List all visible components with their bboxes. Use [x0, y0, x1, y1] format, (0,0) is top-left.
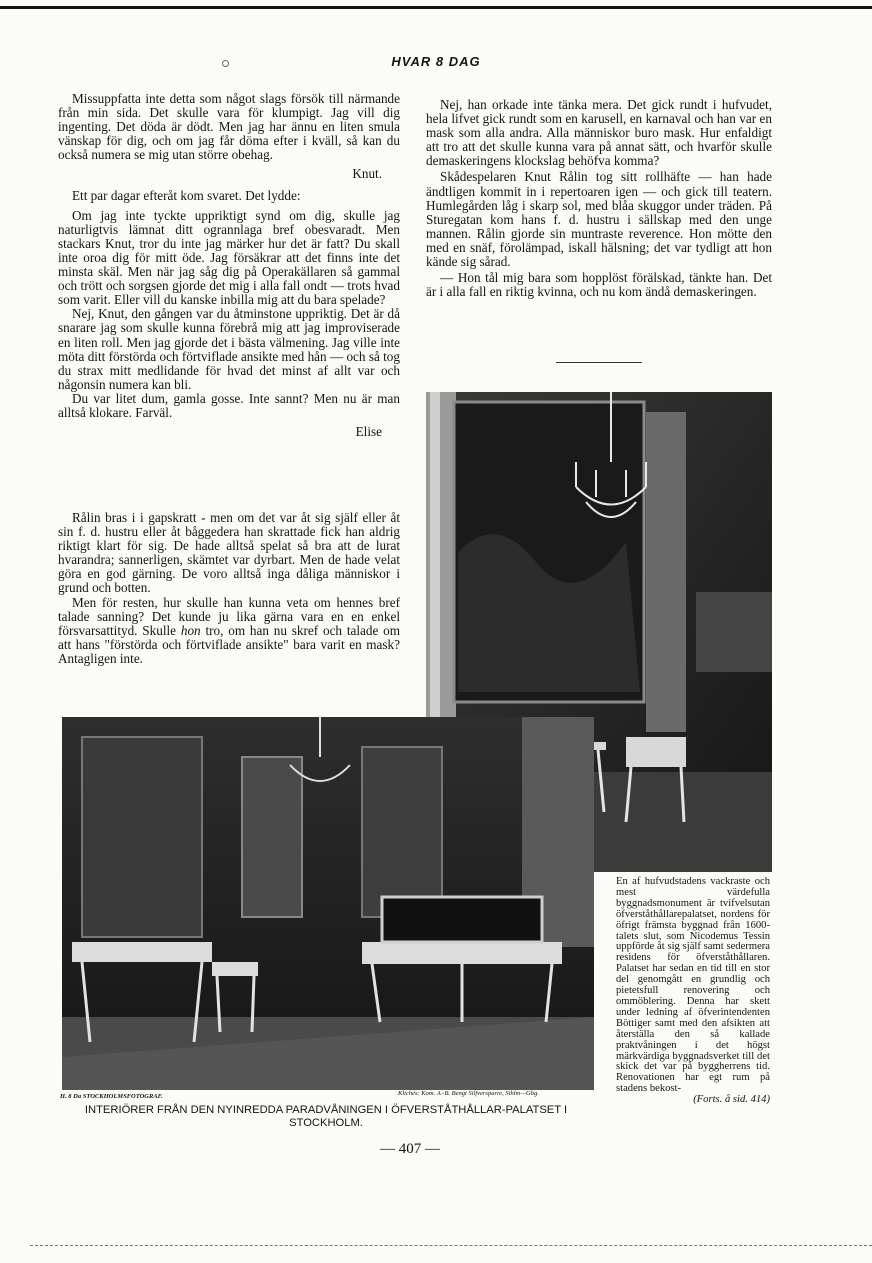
paragraph: Nej, han orkade inte tänka mera. Det gick rundt i hufvudet, hela lifvet gick rundt som en karusell, en karnaval och han var en mask som alla andra. Alla människor buro mask. Hur enfaldigt att tro att det skulle kunna vara på annat sätt, och hvarför skulle demaskeringens klockslag behöfva komma? — [426, 97, 772, 169]
page-number: — 407 — — [380, 1141, 440, 1157]
text-run: tro, om han nu skref och talade om att hans "förstörda och förtviflade ansikte" bara varit en mask? Antagligen inte. — [58, 622, 400, 666]
paragraph: Ett par dagar efteråt kom svaret. Det lydde: — [72, 187, 301, 203]
photo-credit-right: Klichés: Kom. A.-B. Bengt Silfversparre, Sthlm—Gbg. — [398, 1090, 539, 1097]
paragraph: Skådespelaren Knut Rålin tog sitt rollhäfte — han hade ändtligen kommit in i repertoaren igen — och gick till teatern. Humlegården låg i skarp sol, med blåa skuggor under träden. På Sturegatan kom hans f. d. hustru i sällskap med den unge mannen. Rålin gjorde sin muntraste reverence. Hon mötte den med en snäf, förolämpad, iskall hälsning; det var tydligt att hon kände sig sårad. — [426, 169, 772, 270]
paragraph — [58, 596, 400, 666]
side-caption-text: En af hufvudstadens vackraste och mest värdefulla byggnadsmonument är tvifvelsutan öfverståthållarepalatset, nordens för öfrigt främsta byggnad från 1600-talets slut, som Nicodemus Tessin uppförde åt sig själf samt sedermera residens för öfverståthållaren. Palatset har sedan en tid till en stor del genomgått en grundlig och pietetsfull renovering och ommöblering. Denna har skett under ledning af öfverintendenten Böttiger samt med den afsikten att återställa den så kallade praktvåningen i det högst märkvärdiga byggnadsverket till det skick det var på byggherrens tid. Renovationen har egt rum på stadens bekost- — [616, 876, 770, 1095]
signature-elise: Elise — [355, 424, 382, 440]
photo-credit-left: H. 8 Da STOCKHOLMSFOTOGRAF. — [60, 1093, 163, 1100]
paragraph: Nej, Knut, den gången var du åtminstone uppriktig. Det är då snarare jag som skulle kunna förebrå mig att jag improviserade en liten roll. Men jag gjorde det i bästa välmening. Jag ville inte möta ditt förstörda och förtviflade ansikte med hån — och så tog du strax mitt medlidande för hvad det minst af allt var och någonsin numera kan bli. — [58, 306, 400, 392]
masthead: HVAR 8 DAG — [391, 54, 481, 69]
emphasis: hon — [180, 622, 201, 638]
paragraph: Om jag inte tyckte uppriktigt synd om dig, skulle jag naturligtvis lämnat ditt ogrannlaga bref obesvaradt. Men stackars Knut, tror du inte jag märker hur det är fatt? Du skall inte oroa dig för mitt öde. Jag försäkrar att det finns inte det minsta skäl. Men när jag såg dig på Operakällaren så gammal och trött och sorgsen gjorde det mig i alla fall ondt — trots hvad som varit. Eller vill du kanske inbilla mig att du bara spelade? — [58, 207, 400, 308]
paragraph: — Hon tål mig bara som hopplöst förälskad, tänkte han. Det är i alla fall en riktig kvinna, och nu kom ändå demaskeringen. — [426, 270, 772, 300]
paragraph: Rålin bras i i gapskratt - men om det var åt sig själf eller åt sin f. d. hustru eller åt båggedera han skrattade fick han aldrig riktigt klart för sig. De hade alltså spelat så bra att de lurat hvarandra; sannerligen, skämtet var dyrbart. Men de hade velat göra en god gärning. De voro alltså inga dåliga människor i grund och botten. — [58, 510, 400, 596]
left-column-bottom — [58, 511, 400, 666]
interior-photo-lower — [62, 717, 594, 1090]
text-run: Men för resten, hur skulle han kunna veta om hennes bref talade sanning? Det kunde ju lika gärna vara en en enkel försvarsattityd. Skulle — [58, 594, 400, 638]
left-column-top — [58, 92, 400, 446]
top-rule — [0, 6, 872, 9]
bottom-dashed-rule — [30, 1245, 872, 1246]
right-column — [426, 98, 772, 301]
signature-knut: Knut. — [352, 166, 382, 182]
continuation-note: (Forts. å sid. 414) — [693, 1094, 770, 1106]
photo-main-caption: INTERIÖRER FRÅN DEN NYINREDDA PARADVÅNINGEN I ÖFVERSTÅTHÅLLAR-PALATSET I STOCKHOLM. — [84, 1104, 568, 1129]
section-divider — [556, 362, 642, 363]
paragraph: Missuppfatta inte detta som något slags försök till närmande från min sida. Det skulle vara för klumpigt. Jag vill dig ingenting. Det döda är dödt. Men jag har ännu en liten smula vänskap för dig, och om jag får döma efter i kväll, så kan du också numera se mig utan större obehag. — [58, 91, 400, 163]
photo-side-caption — [616, 877, 770, 1106]
paragraph: Du var litet dum, gamla gosse. Inte sannt? Men nu är man alltså klokare. Farväl. — [58, 390, 400, 420]
